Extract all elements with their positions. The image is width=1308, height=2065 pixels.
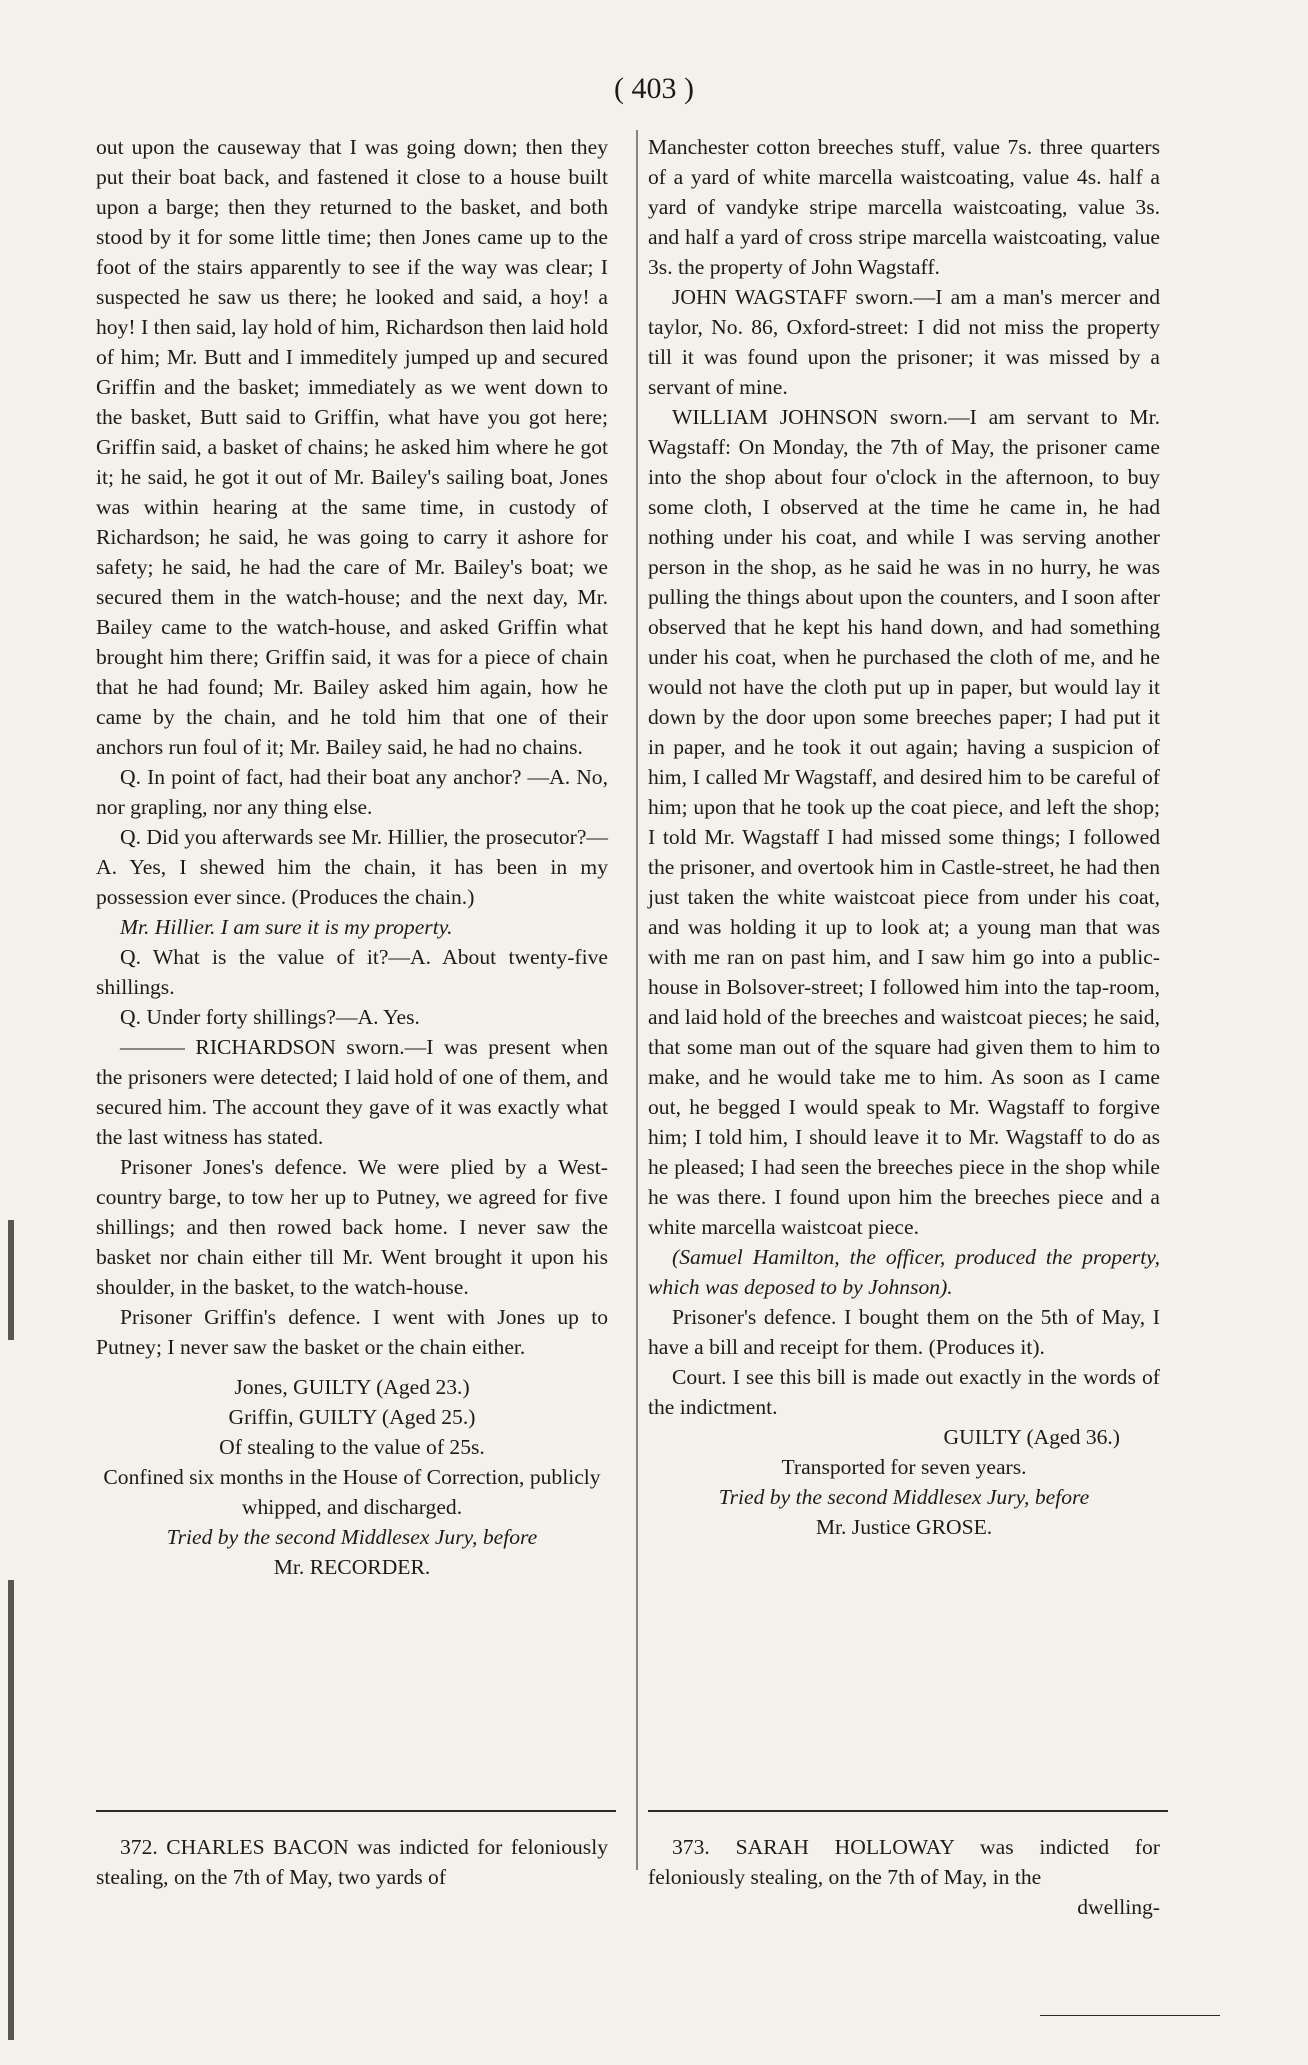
officer-note: (Samuel Hamilton, the officer, produced the property, which was deposed to by Johnson). xyxy=(648,1245,1160,1299)
verdict: GUILTY (Aged 36.) xyxy=(943,1425,1120,1449)
witness-testimony: JOHN WAGSTAFF sworn.—I am a man's mercer and taylor, No. 86, Oxford-street: I did not miss the property till it was found upon the prisoner; it was missed by a servant of mine. xyxy=(648,285,1160,399)
next-case-left xyxy=(96,1832,608,1892)
next-case-right xyxy=(648,1832,1160,1922)
witness-testimony: ——— RICHARDSON sworn.—I was present when the prisoners were detected; I laid hold of one of them, and secured him. The account they gave of it was exactly what the last witness has stated. xyxy=(96,1035,608,1149)
section-rule-left xyxy=(96,1810,616,1812)
testimony-paragraph: out upon the causeway that I was going down; then they put their boat back, and fastened it close to a house built upon a barge; then they returned to the basket, and both stood by it for some little time; then Jones came up to the foot of the stairs apparently to see if the way was clear; I suspected he saw us there; he looked and said, a hoy! a hoy! I then said, lay hold of him, Richardson then laid hold of him; Mr. Butt and I immeditely jumped up and secured Griffin and the basket; immediately as we went down to the basket, Butt said to Griffin, what have you got here; Griffin said, a basket of chains; he asked him where he got it; he said, he got it out of Mr. Bailey's sailing boat, Jones was within hearing at the same time, in custody of Richardson; he said, he was going to carry it ashore for safety; he said, he had the care of Mr. Bailey's boat; we secured them in the watch-house; and the next day, Mr. Bailey came to the watch-house, and asked Griffin what brought him there; Griffin said, it was for a piece of chain that he had found; Mr. Bailey asked him again, how he came by the chain, and he told him that one of their anchors run foul of it; Mr. Bailey said, he had no chains. xyxy=(96,135,608,759)
left-edge-mark xyxy=(8,1220,14,1340)
defence-paragraph: Prisoner Griffin's defence. I went with Jones up to Putney; I never saw the basket or the chain either. xyxy=(96,1305,608,1359)
page-number: ( 403 ) xyxy=(614,72,694,105)
question-paragraph: Q. Under forty shillings?—A. Yes. xyxy=(120,1005,420,1029)
question-paragraph: Q. In point of fact, had their boat any anchor? —A. No, nor grapling, nor any thing else. xyxy=(96,765,608,819)
verdict-griffin: Griffin, GUILTY (Aged 25.) xyxy=(228,1405,476,1429)
sentence: Confined six months in the House of Correction, publicly whipped, and discharged. xyxy=(103,1465,601,1519)
left-column xyxy=(96,132,608,1582)
section-rule-right xyxy=(648,1810,1168,1812)
right-column xyxy=(648,132,1160,1542)
prosecutor-statement: Mr. Hillier. I am sure it is my property. xyxy=(120,915,453,939)
indictment-continuation: Manchester cotton breeches stuff, value 7s. three quarters of a yard of white marcella waistcoating, value 4s. half a yard of vandyke stripe marcella waistcoating, value 3s. and half a yard of cross stripe marcella waistcoating, value 3s. the property of John Wagstaff. xyxy=(648,135,1160,279)
question-paragraph: Q. Did you afterwards see Mr. Hillier, the prosecutor?—A. Yes, I shewed him the chain, it has been in my possession ever since. (Produces the chain.) xyxy=(96,825,608,909)
column-divider xyxy=(636,130,638,1870)
case-372: 372. CHARLES BACON was indicted for feloniously stealing, on the 7th of May, two yards of xyxy=(96,1835,608,1889)
sentence: Transported for seven years. xyxy=(781,1455,1027,1479)
tried-by-judge: Mr. Justice GROSE. xyxy=(815,1515,993,1539)
tried-by-judge: Mr. RECORDER. xyxy=(273,1555,431,1579)
tried-by: Tried by the second Middlesex Jury, before xyxy=(718,1485,1090,1509)
left-edge-mark xyxy=(8,1580,14,2040)
verdict-jones: Jones, GUILTY (Aged 23.) xyxy=(234,1375,470,1399)
defence-paragraph: Prisoner Jones's defence. We were plied by a West-country barge, to tow her up to Putney, we agreed for five shillings; and then rowed back home. I never saw the basket nor chain either till Mr. Went brought it upon his shoulder, in the basket, to the watch-house. xyxy=(96,1155,608,1299)
stealing-note: Of stealing to the value of 25s. xyxy=(219,1435,485,1459)
defence-paragraph: Prisoner's defence. I bought them on the 5th of May, I have a bill and receipt for them. (Produces it). xyxy=(648,1305,1160,1359)
catchword: dwelling- xyxy=(1077,1895,1160,1919)
tried-by: Tried by the second Middlesex Jury, before xyxy=(166,1525,538,1549)
court-statement: Court. I see this bill is made out exactly in the words of the indictment. xyxy=(648,1365,1160,1419)
bottom-rule xyxy=(1040,2015,1220,2016)
witness-testimony: WILLIAM JOHNSON sworn.—I am servant to Mr. Wagstaff: On Monday, the 7th of May, the prisoner came into the shop about four o'clock in the afternoon, to buy some cloth, I observed at the time he came in, he had nothing under his coat, and while I was serving another person in the shop, as he said he was in no hurry, he was pulling the things about upon the counters, and I soon after observed that he kept his hand down, and had something under his coat, when he purchased the cloth of me, and he would not have the cloth put up in paper, but would lay it down by the door upon some breeches paper; I had put it in paper, and he took it out again; having a suspicion of him, I called Mr Wagstaff, and desired him to be careful of him; upon that he took up the coat piece, and left the shop; I told Mr. Wagstaff I had missed some things; I followed the prisoner, and overtook him in Castle-street, he had then just taken the white waistcoat piece from under his coat, and was holding it up to look at; a young man that was with me ran on past him, and I saw him go into a public-house in Bolsover-street; I followed him into the tap-room, and laid hold of the breeches and waistcoat pieces; he said, that some man out of the square had given them to him to make, and he would take me to him. As soon as I came out, he begged I would speak to Mr. Wagstaff to forgive him; I told him, I should leave it to Mr. Wagstaff to do as he pleased; I had seen the breeches piece in the shop while he was there. I found upon him the breeches piece and a white marcella waistcoat piece. xyxy=(648,405,1160,1239)
case-373: 373. SARAH HOLLOWAY was indicted for feloniously stealing, on the 7th of May, in the xyxy=(648,1835,1160,1889)
question-paragraph: Q. What is the value of it?—A. About twenty-five shillings. xyxy=(96,945,608,999)
